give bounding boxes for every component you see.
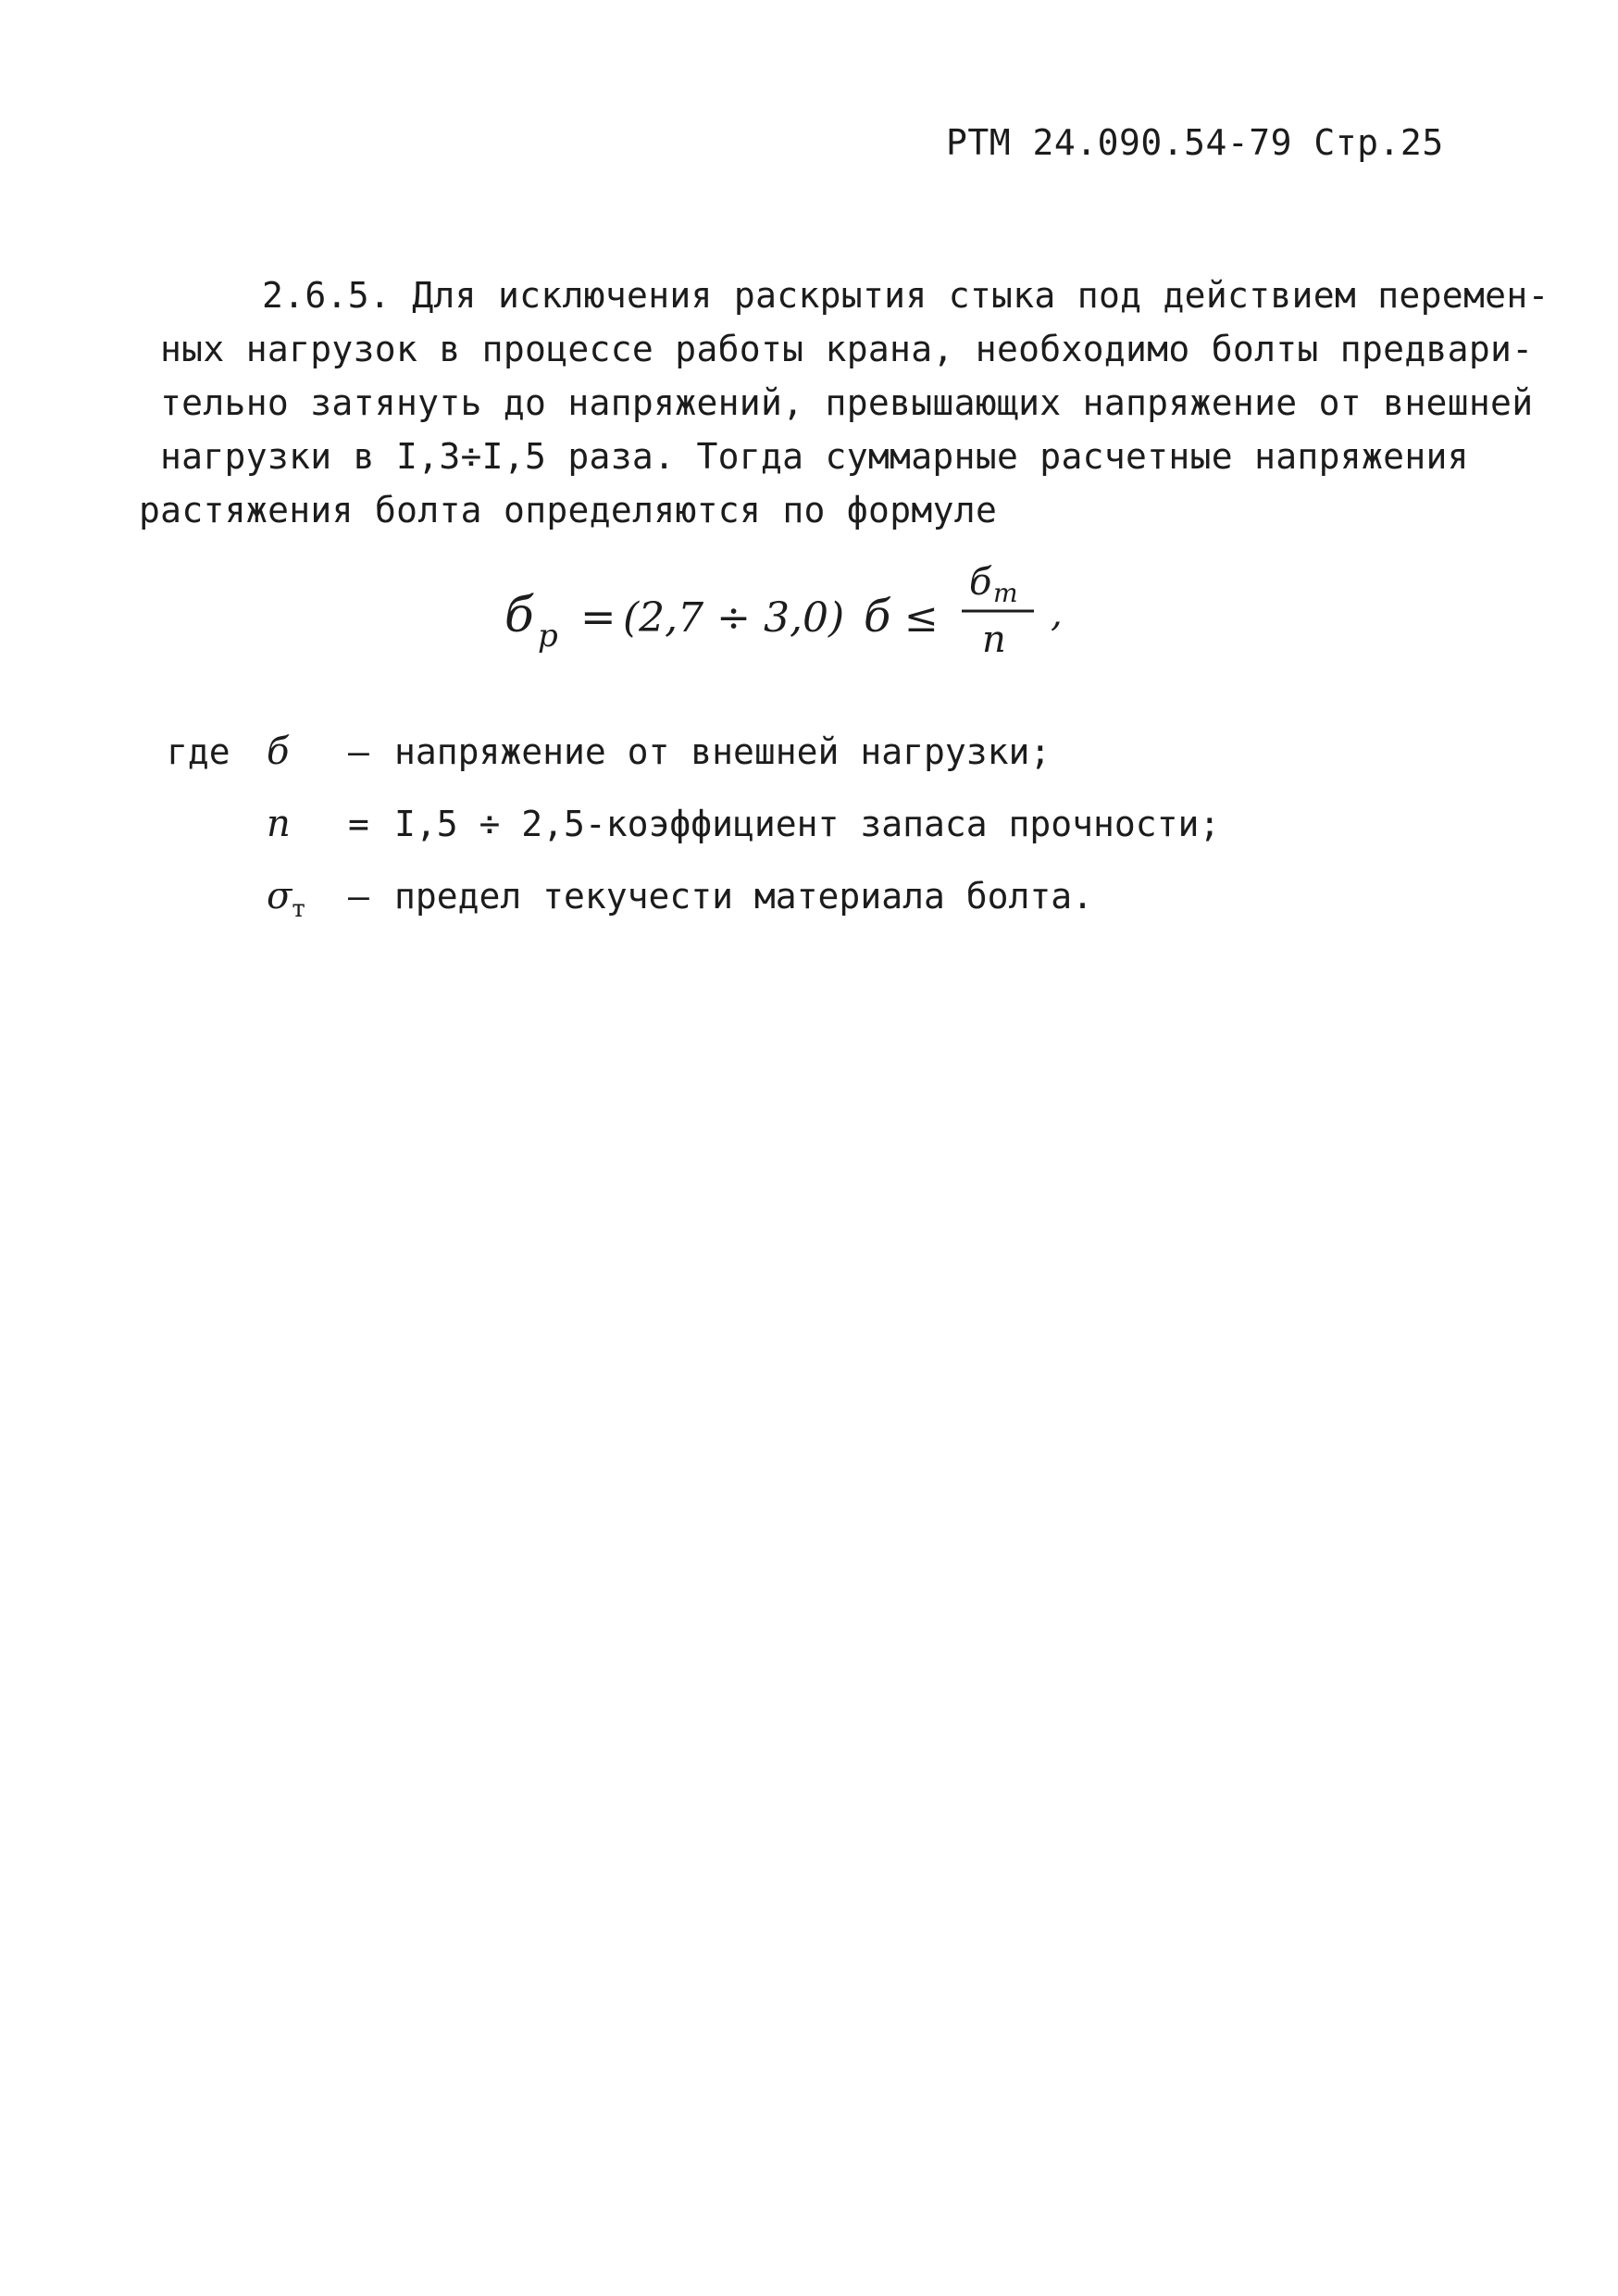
- formula-numerator-symbol: б: [969, 561, 992, 604]
- definition-row: [167, 867, 1220, 939]
- definition-row: [167, 722, 1220, 794]
- paragraph-line: 2.6.5. Для исключения раскрытия стыка под действием перемен-: [262, 275, 1550, 316]
- definition-symbol: [267, 794, 348, 867]
- paragraph-line: нагрузки в I,3÷I,5 раза. Тогда суммарные расчетные напряжения: [160, 436, 1469, 477]
- formula-lhs-symbol: б: [504, 588, 534, 643]
- definition-symbol-char: б: [267, 730, 290, 773]
- definition-symbol: [267, 722, 348, 794]
- definition-dash: –: [348, 876, 369, 917]
- formula-numerator-subscript: т: [993, 578, 1018, 608]
- definition-row: [167, 794, 1220, 867]
- paragraph-line: тельно затянуть до напряжений, превышающих напряжение от внешней: [160, 382, 1534, 423]
- definition-symbol-subscript: т: [292, 895, 305, 923]
- definition-symbol: [267, 867, 348, 939]
- definition-text: напряжение от внешней нагрузки;: [394, 731, 1052, 772]
- symbol-definitions: [167, 722, 1220, 939]
- definition-dash: –: [348, 731, 369, 772]
- definition-dash: =: [348, 804, 369, 844]
- formula-lhs-subscript: p: [538, 618, 558, 655]
- formula-svg: [504, 555, 1152, 676]
- paragraph-2-6-5: [139, 268, 1550, 537]
- definition-symbol-char: n: [267, 803, 291, 845]
- stress-formula: [504, 555, 1152, 676]
- paragraph-line: ных нагрузок в процессе работы крана, необходимо болты предвари-: [160, 329, 1534, 369]
- formula-trailing-comma: ,: [1051, 593, 1063, 635]
- definition-symbol-char: σ: [267, 875, 292, 917]
- formula-leq: ≤: [904, 594, 939, 642]
- paragraph-line: растяжения болта определяются по формуле: [139, 490, 998, 530]
- definition-text: I,5 ÷ 2,5-коэффициент запаса прочности;: [394, 804, 1221, 844]
- definitions-lead: где: [167, 731, 230, 772]
- formula-equals: =: [580, 592, 616, 642]
- definition-text: предел текучести материала болта.: [394, 876, 1093, 917]
- formula-factor: (2,7 ÷ 3,0): [623, 594, 845, 642]
- formula-sigma: б: [864, 591, 891, 643]
- document-reference-header: РТМ 24.090.54-79 Стр.25: [946, 122, 1444, 163]
- formula-denominator: n: [982, 618, 1006, 661]
